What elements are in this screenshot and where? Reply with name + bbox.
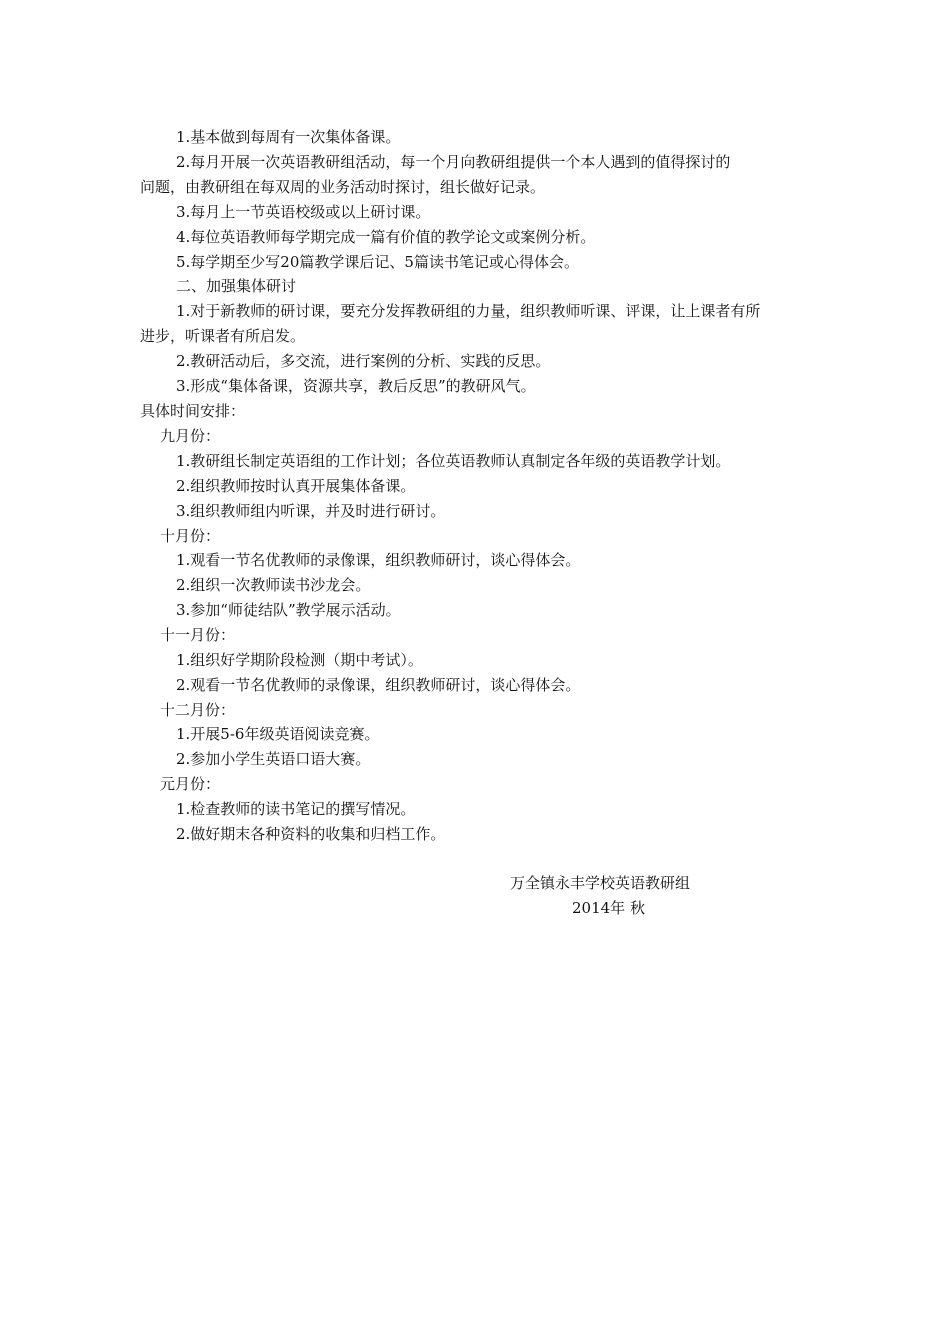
text-line: 2.观看一节名优教师的录像课，组织教师研讨，谈心得体会。 xyxy=(176,676,581,694)
text-line: 2.每月开展一次英语教研组活动，每一个月向教研组提供一个本人遇到的值得探讨的 xyxy=(176,153,731,171)
text-line: 3.形成“集体备课，资源共享，教后反思”的教研风气。 xyxy=(176,377,536,395)
text-line: 1.开展5-6年级英语阅读竞赛。 xyxy=(176,725,380,743)
section-heading: 二、加强集体研讨 xyxy=(176,277,297,295)
text-line: 3.参加“师徒结队”教学展示活动。 xyxy=(176,601,401,619)
text-line: 2.做好期末各种资料的收集和归档工作。 xyxy=(176,825,446,843)
signature-organization: 万全镇永丰学校英语教研组 xyxy=(510,874,691,892)
text-line: 2.组织一次教师读书沙龙会。 xyxy=(176,576,371,594)
month-heading: 十二月份： xyxy=(160,701,236,719)
text-line: 1.观看一节名优教师的录像课，组织教师研讨，谈心得体会。 xyxy=(176,551,581,569)
text-line: 3.每月上一节英语校级或以上研讨课。 xyxy=(176,203,431,221)
text-line: 1.检查教师的读书笔记的撰写情况。 xyxy=(176,800,416,818)
text-line: 4.每位英语教师每学期完成一篇有价值的教学论文或案例分析。 xyxy=(176,228,596,246)
text-line: 5.每学期至少写20篇教学课后记、5篇读书笔记或心得体会。 xyxy=(176,253,579,271)
month-heading: 九月份： xyxy=(160,427,221,445)
text-line: 2.组织教师按时认真开展集体备课。 xyxy=(176,477,416,495)
signature-date: 2014年 秋 xyxy=(572,899,645,917)
text-line: 1.对于新教师的研讨课，要充分发挥教研组的力量，组织教师听课、评课，让上课者有所 xyxy=(176,302,761,320)
text-line: 2.参加小学生英语口语大赛。 xyxy=(176,750,371,768)
text-line: 1.基本做到每周有一次集体备课。 xyxy=(176,128,401,146)
month-heading: 十月份： xyxy=(160,527,221,545)
text-line: 问题，由教研组在每双周的业务活动时探讨，组长做好记录。 xyxy=(140,178,546,196)
text-line: 1.组织好学期阶段检测（期中考试）。 xyxy=(176,651,423,669)
schedule-heading: 具体时间安排： xyxy=(140,402,246,420)
text-line: 3.组织教师组内听课，并及时进行研讨。 xyxy=(176,502,446,520)
text-line: 2.教研活动后，多交流，进行案例的分析、实践的反思。 xyxy=(176,352,551,370)
month-heading: 元月份： xyxy=(160,775,221,793)
month-heading: 十一月份： xyxy=(160,626,236,644)
text-line: 1.教研组长制定英语组的工作计划；各位英语教师认真制定各年级的英语教学计划。 xyxy=(176,452,731,470)
text-line: 进步，听课者有所启发。 xyxy=(140,327,306,345)
